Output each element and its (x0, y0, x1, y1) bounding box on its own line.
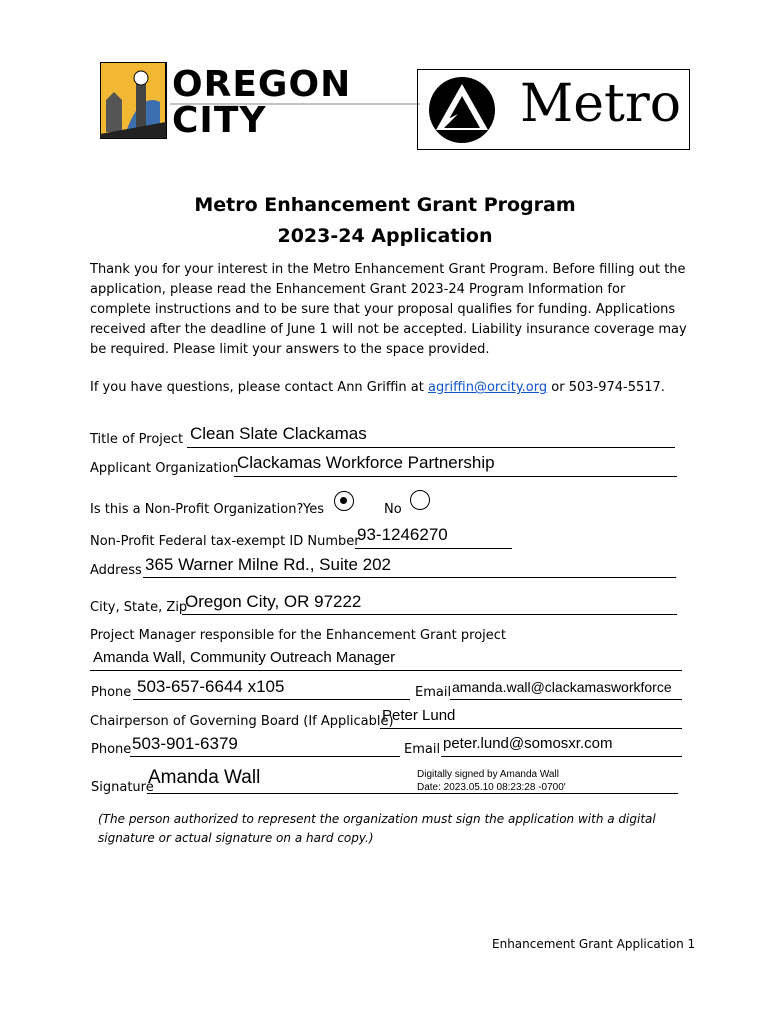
yes-label: Yes (303, 502, 324, 517)
page-subtitle: 2023-24 Application (277, 225, 493, 247)
chair-underline (380, 728, 682, 729)
oregon-text: OREGON (172, 64, 352, 105)
chair-phone-label: Phone (91, 742, 132, 757)
intro-paragraph: Thank you for your interest in the Metro Enhancement Grant Program. Before filling out the application, please read the Enhancement Grant 2023-24 Program Information for complete instructions and to be sure that your proposal qualifies for funding. Applications received after the deadline of June 1 will not be accepted. Liability insurance coverage may be required. Please limit your answers to the space provided. (90, 262, 687, 357)
metro-wordmark: Metro (520, 74, 682, 134)
taxid-field[interactable]: 93-1246270 (357, 525, 448, 544)
page-title: Metro Enhancement Grant Program (194, 194, 576, 216)
chair-email-field[interactable]: peter.lund@somosxr.com (443, 735, 613, 752)
taxid-underline (355, 548, 512, 549)
pm-phone-label: Phone (91, 685, 132, 700)
pm-email-field[interactable]: amanda.wall@clackamasworkforce (452, 679, 672, 695)
chair-label: Chairperson of Governing Board (If Applicable) (90, 714, 394, 729)
org-label: Applicant Organization (90, 461, 239, 476)
contact-line (90, 378, 690, 398)
chair-email-label: Email (404, 742, 441, 757)
signature-underline (147, 793, 678, 794)
yes-radio[interactable] (334, 491, 354, 511)
nonprofit-label: Is this a Non-Profit Organization? (90, 502, 304, 517)
signature-field[interactable]: Amanda Wall (148, 767, 261, 788)
yes-radio-selected (340, 497, 347, 504)
address-underline (143, 577, 676, 578)
pm-phone-field[interactable]: 503-657-6644 x105 (137, 677, 285, 696)
city-label: City, State, Zip (90, 600, 188, 615)
no-radio[interactable] (410, 490, 430, 510)
pm-email-underline (450, 699, 682, 700)
address-field[interactable]: 365 Warner Milne Rd., Suite 202 (145, 555, 391, 574)
oregon-city-logo (100, 62, 420, 142)
pm-phone-underline (133, 699, 410, 700)
digital-signature-line1: Digitally signed by Amanda Wall (417, 769, 559, 780)
page-footer: Enhancement Grant Application 1 (492, 937, 696, 951)
title-field[interactable]: Clean Slate Clackamas (190, 424, 367, 443)
pm-underline (90, 670, 682, 671)
metro-logo (417, 69, 690, 150)
contact-suffix: or 503-974-5517. (547, 380, 665, 395)
city-text: CITY (172, 100, 267, 141)
contact-prefix: If you have questions, please contact Ann Griffin at (90, 380, 428, 395)
digital-signature-line2: Date: 2023.05.10 08:23:28 -0700' (417, 782, 566, 793)
contact-email-link[interactable]: agriffin@orcity.org (427, 380, 548, 395)
pm-field[interactable]: Amanda Wall, Community Outreach Manager (93, 649, 396, 666)
signature-note: (The person authorized to represent the organization must sign the application with a digital signature or actual signature on a hard copy.) (98, 812, 656, 845)
city-underline (182, 614, 677, 615)
no-label: No (384, 502, 402, 517)
taxid-label: Non-Profit Federal tax-exempt ID Number (90, 534, 360, 549)
org-field[interactable]: Clackamas Workforce Partnership (237, 453, 495, 472)
signature-label: Signature (91, 780, 154, 795)
title-label: Title of Project (90, 432, 184, 447)
chair-phone-field[interactable]: 503-901-6379 (132, 734, 238, 753)
title-underline (187, 447, 675, 448)
chair-phone-underline (130, 756, 400, 757)
pm-label: Project Manager responsible for the Enhancement Grant project (90, 628, 506, 643)
address-label: Address (90, 563, 142, 578)
pm-email-label: Email (415, 685, 452, 700)
chair-email-underline (441, 756, 682, 757)
city-field[interactable]: Oregon City, OR 97222 (185, 592, 362, 611)
chair-field[interactable]: Peter Lund (382, 707, 456, 724)
org-underline (234, 476, 677, 477)
